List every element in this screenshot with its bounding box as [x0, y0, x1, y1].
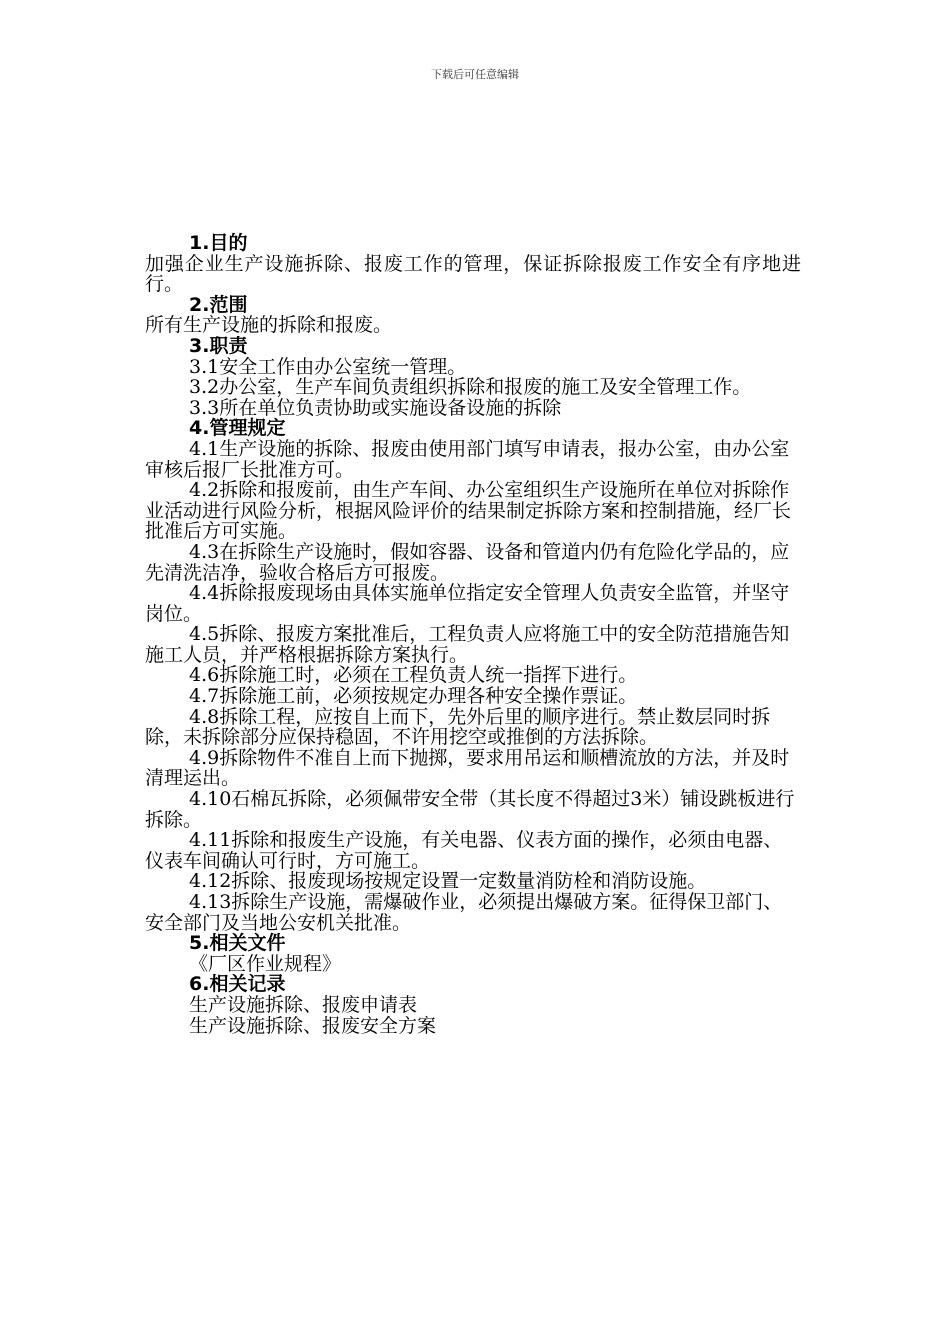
section-6-item-1: 生产设施拆除、报废申请表: [189, 993, 418, 1016]
section-6-item-2: 生产设施拆除、报废安全方案: [189, 1014, 437, 1037]
section-5-title: 5.相关文件: [189, 932, 286, 955]
section-4-item-4: 4.4拆除报废现场由具体实施单位指定安全管理人负责安全监管，并坚守岗位。: [145, 582, 790, 625]
section-4-item-2: 4.2拆除和报废前，由生产车间、办公室组织生产设施所在单位对拆除作业活动进行风险分析，根据风险评价的结果制定拆除方案和控制措施，经厂长批准后方可实施。: [145, 479, 792, 543]
section-3-item-3: 3.3所在单位负责协助或实施设备设施的拆除: [189, 396, 562, 419]
section-4-item-10: 4.10石棉瓦拆除，必须佩带安全带（其长度不得超过3米）铺设跳板进行拆除。: [145, 788, 795, 831]
section-2-title: 2.范围: [189, 293, 248, 316]
section-3-item-1: 3.1安全工作由办公室统一管理。: [189, 355, 467, 378]
section-4-item-13: 4.13拆除生产设施，需爆破作业，必须提出爆破方案。征得保卫部门、安全部门及当地公安机关批准。: [145, 891, 783, 934]
page-header-note: 下载后可任意编辑: [431, 68, 519, 81]
section-2-body: 所有生产设施的拆除和报废。: [145, 314, 393, 337]
section-3-item-2: 3.2办公室，生产车间负责组织拆除和报废的施工及安全管理工作。: [189, 376, 752, 399]
section-1-body: 加强企业生产设施拆除、报废工作的管理，保证拆除报废工作安全有序地进行。: [145, 252, 801, 296]
section-4-item-1: 4.1生产设施的拆除、报废由使用部门填写申请表，报办公室，由办公室审核后报厂长批准方可。: [145, 437, 790, 481]
section-4-item-12: 4.12拆除、报废现场按规定设置一定数量消防栓和消防设施。: [189, 870, 707, 893]
section-4-title: 4.管理规定: [189, 417, 286, 440]
document-body: [145, 233, 801, 1036]
section-4-item-11: 4.11拆除和报废生产设施，有关电器、仪表方面的操作，必须由电器、仪表车间确认可行时，方可施工。: [145, 829, 783, 872]
section-6-title: 6.相关记录: [189, 973, 286, 996]
section-4-item-3: 4.3在拆除生产设施时，假如容器、设备和管道内仍有危险化学品的，应先清洗洁净，验收合格后方可报废。: [145, 540, 790, 584]
section-4-item-8: 4.8拆除工程，应按自上而下，先外后里的顺序进行。禁止数层同时拆除，未拆除部分应保持稳固，不许用挖空或推倒的方法拆除。: [145, 705, 771, 749]
section-3-title: 3.职责: [189, 334, 248, 357]
section-1-title: 1.目的: [189, 232, 248, 254]
section-5-body: 《厂区作业规程》: [189, 952, 342, 975]
section-4-item-7: 4.7拆除施工前，必须按规定办理各种安全操作票证。: [189, 685, 638, 708]
section-4-item-9: 4.9拆除物件不准自上而下抛掷，要求用吊运和顺槽流放的方法，并及时清理运出。: [145, 746, 790, 790]
section-4-item-5: 4.5拆除、报废方案批准后，工程负责人应将施工中的安全防范措施告知施工人员，并严格根据拆除方案执行。: [145, 623, 790, 666]
section-4-item-6: 4.6拆除施工时，必须在工程负责人统一指挥下进行。: [189, 664, 638, 687]
